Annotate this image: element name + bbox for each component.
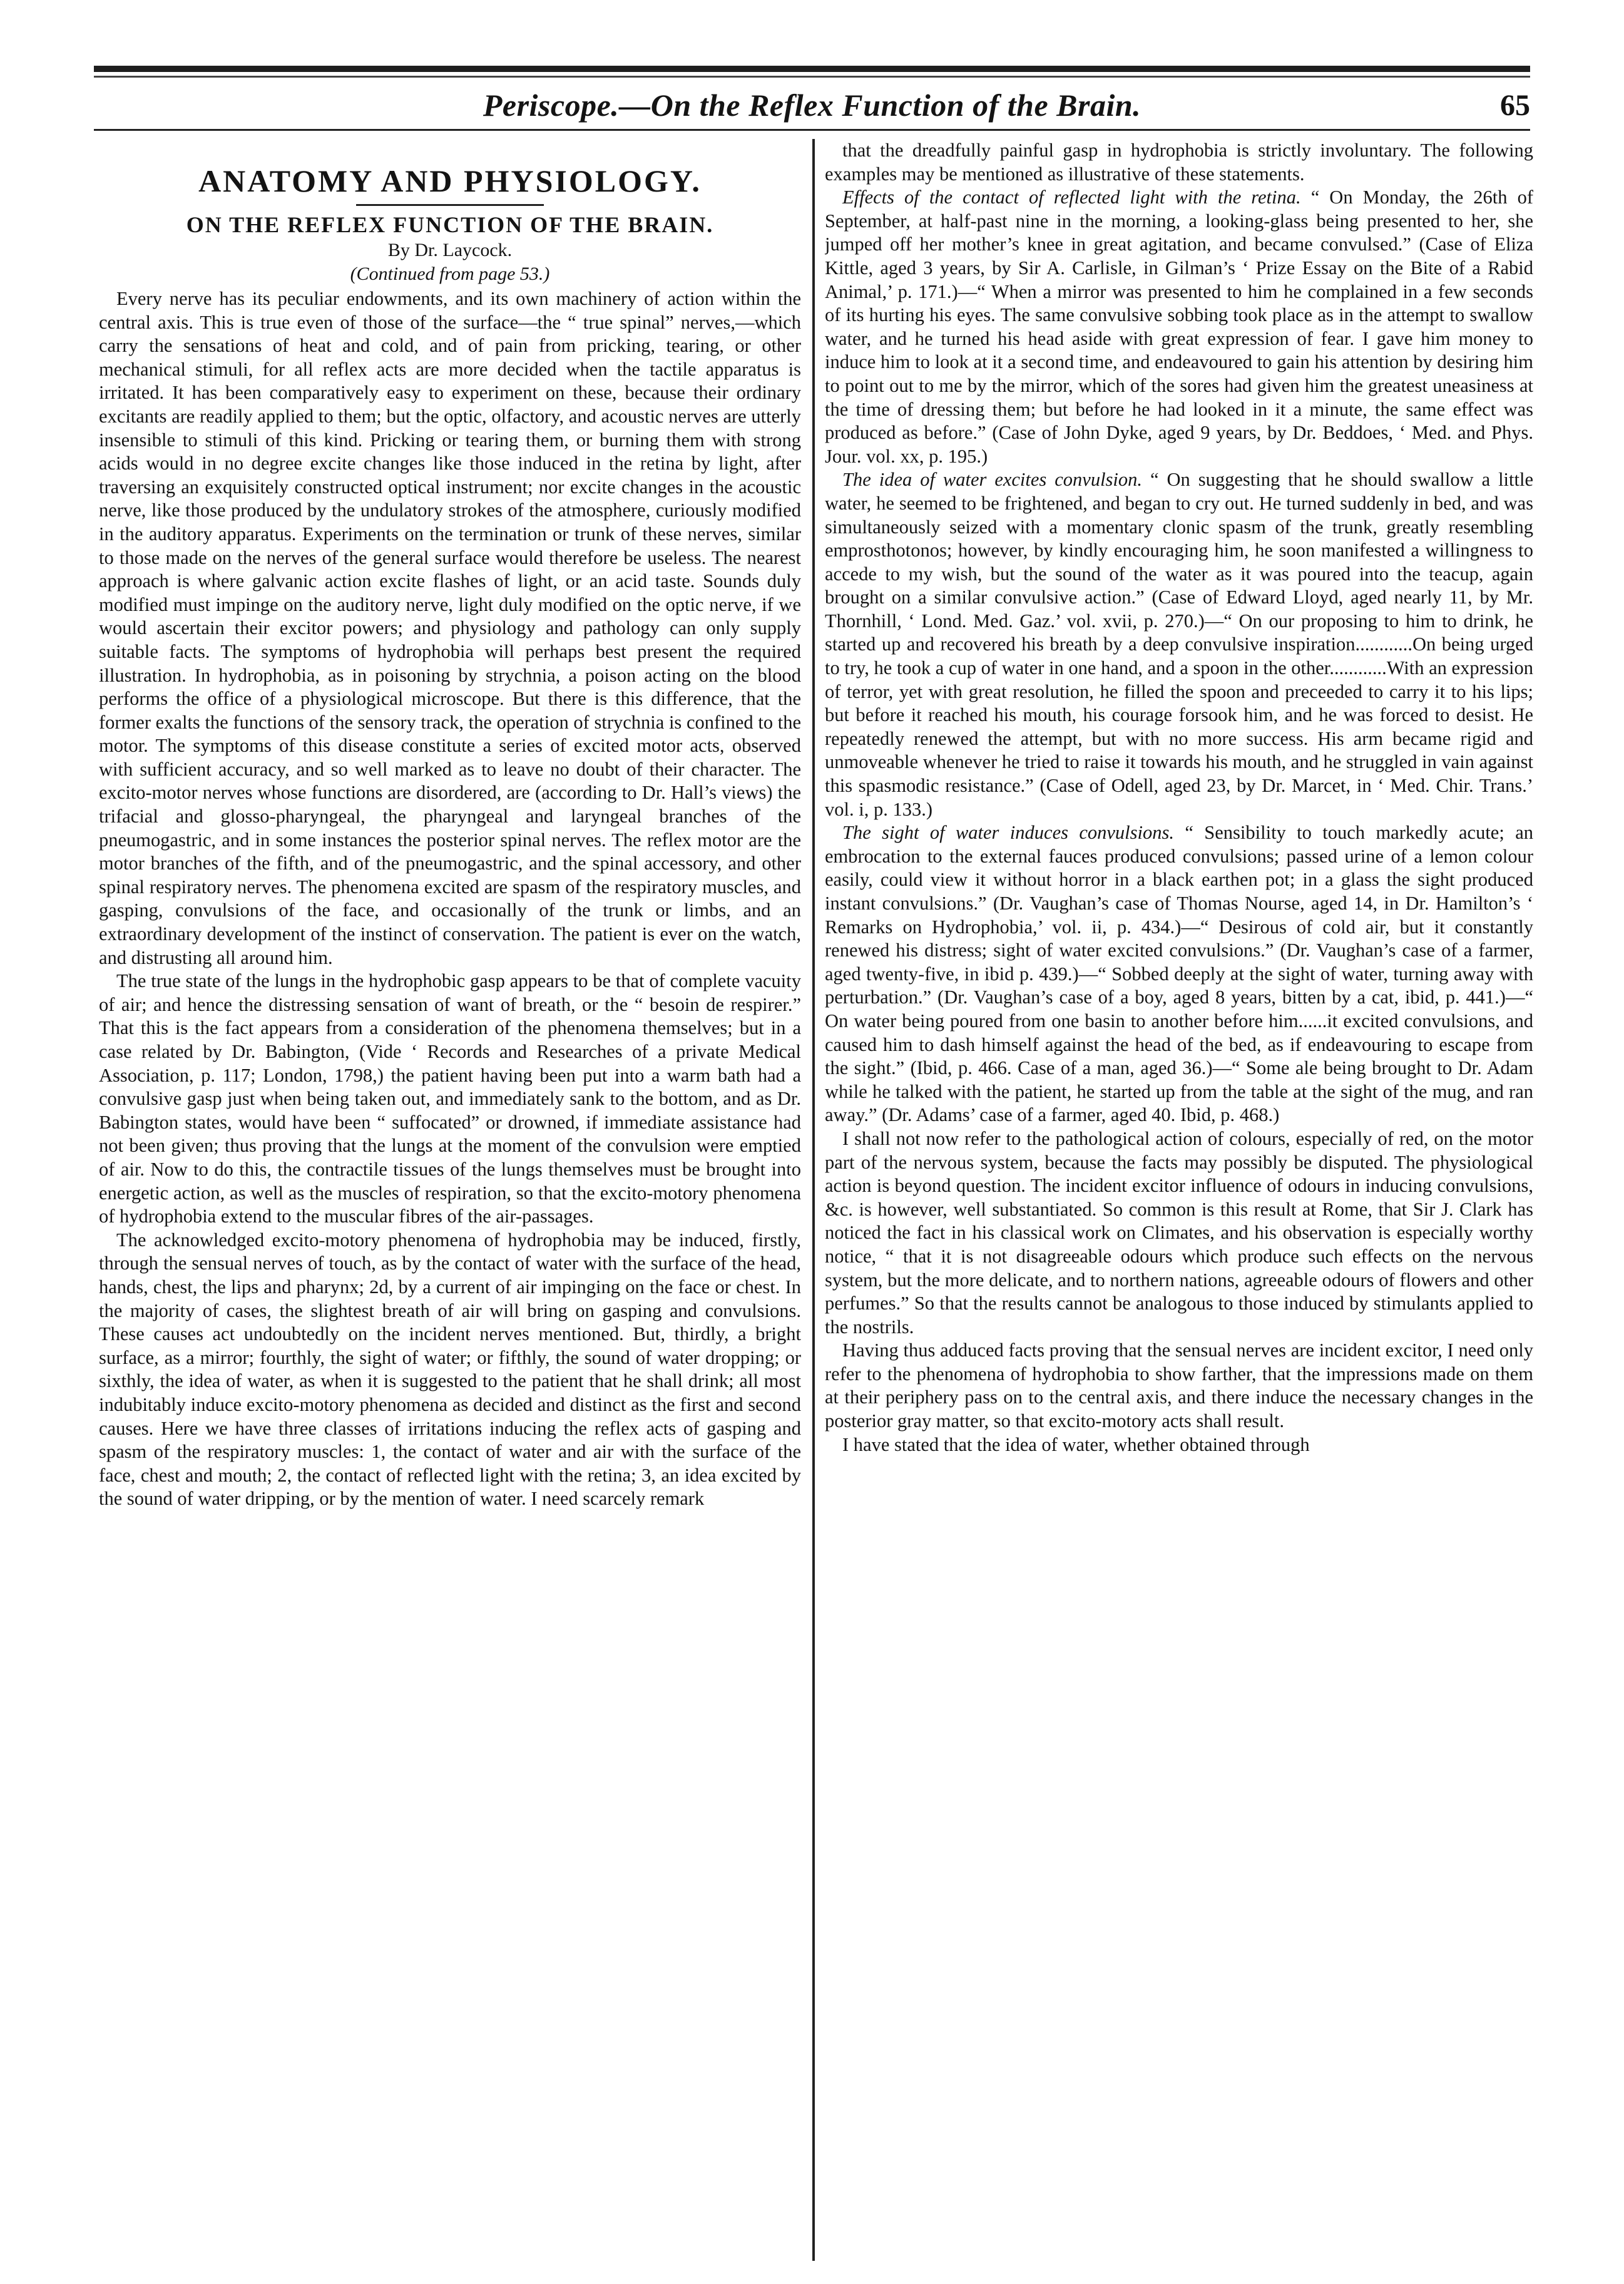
paragraph: Every nerve has its peculiar endowments, and its own machinery of action within the central axis. This is true even of those of the surface—the “ true spinal” nerves,—which carry the sensations of heat and cold, and of pain from pricking, tearing, or other mechanical stimuli, for all reflex acts are more decided when the tactile apparatus is irritated. It has been comparatively easy to experiment on these, because their ordinary excitants are readily applied to them; but the optic, olfactory, and acoustic nerves are utterly insensible to stimuli of this kind. Pricking or tearing them, or burning them with strong acids would in no degree excite changes like those induced in the retina by light, after traversing an exquisitely constructed optical instrument; nor excite changes in the acoustic nerve, like those produced by the undulatory strokes of the atmosphere, curiously modified in the auditory apparatus. Experiments on the termination or trunk of these nerves, similar to those made on the nerves of the general surface would therefore be useless. The nearest approach is where galvanic action excite flashes of light, or an acid taste. Sounds duly modified must impinge on the auditory nerve, light duly modified on the optic nerve, if we would ascertain their excitor powers; and physiology and pathology can only supply suitable facts. The symptoms of hydrophobia will perhaps best present the required illustration. In hydrophobia, as in poisoning by strychnia, a poison acting on the blood performs the office of a physiological microscope. But there is this difference, that the former exalts the functions of the sensory track, the operation of strychnia is confined to the motor. The symptoms of this disease constitute a series of excited motor acts, observed with sufficient accuracy, and so well marked as to leave no doubt of their character. The excito-motor nerves whose functions are disordered, are (according to Dr. Hall’s views) the trifacial and glosso-pharyngeal, the pharyngeal and laryngeal branches of the pneumogastric, and in some instances the posterior spinal nerves. The reflex motor are the motor branches of the fifth, and of the pneumogastric, and the spinal accessory, and other spinal respiratory nerves. The phenomena excited are spasm of the respiratory muscles, and gasping, convulsions of the face, and occasionally of the trunk or limbs, and an extraordinary development of the instinct of conservation. The patient is ever on the watch, and distrusting all around him. (99, 288, 801, 968)
top-rule (94, 66, 1530, 72)
paragraph-text: I shall not now refer to the pathological action of colours, especially of red, on the motor part of the nervous system, because the facts may possibly be disputed. The physiological action is beyond question. The incident excitor influence of odours in inducing convulsions, &c. is however, well substantiated. So common is this result at Rome, that Sir J. Clark has noticed the fact in his classical work on Climates, and his observation is especially worthy notice, “ that it is not disagreeable odours which produce such effects on the nervous system, but the more delicate, and to northern nations, agreeable odours of flowers and other perfumes.” So that the results cannot be analogous to those induced by stimulants applied to the nostrils. (825, 1127, 1533, 1338)
paragraph: The true state of the lungs in the hydrophobic gasp appears to be that of complete vacuity of air; and hence the distressing sensation of want of breath, or the “ besoin de respirer.” That this is the fact appears from a consideration of the phenomena themselves; but in a case related by Dr. Babington, (Vide ‘ Records and Researches of a private Medical Association, p. 117; London, 1798,) the patient having been put into a warm bath had a convulsive gasp just when being taken out, and immediately sank to the bottom, and as Dr. Babington states, would have been “ suffocated” or drowned, if immediate assistance had not been given; thus proving that the lungs at the moment of the convulsion were emptied of air. Now to do this, the contractile tissues of the lungs themselves must be brought into energetic action, as well as the muscles of respiration, so that the excito-motory phenomena of hydrophobia extend to the muscular fibres of the air-passages. (99, 970, 801, 1227)
paragraph (825, 1127, 1533, 1339)
paragraph (825, 1339, 1533, 1433)
title-rule (356, 204, 544, 206)
paragraph-lead: The idea of water excites convulsion. (842, 469, 1143, 491)
paragraph-text: “ On suggesting that he should swallow a little water, he seemed to be frightened, and began to cry out. He turned suddenly in bed, and was simultaneously seized with a momentary clonic spasm of the trunk, greatly resembling emprosthotonos; however, by kindly encouraging him, he soon manifested a willingness to accede to my wish, but the sound of the water as it was poured into the teacup, again brought on a similar convulsive action.” (Case of Edward Lloyd, aged nearly 11, by Mr. Thornhill, ‘ Lond. Med. Gaz.’ vol. xvii, p. 270.)—“ On our proposing to him to drink, he started up and recovered his breath by a deep convulsive inspiration............On being urged to try, he took a cup of water in one hand, and a spoon in the other............With an expression of terror, yet with great resolution, he filled the spoon and preceeded to carry it to his lips; but before it reached his mouth, his courage forsook him, and he was forced to desist. He repeatedly renewed the attempt, but with no more success. His arm became rigid and unmoveable whenever he tried to raise it towards his mouth, and he struggled in vain against this spasmodic resistance.” (Case of Odell, aged 23, by Dr. Marcet, in ‘ Med. Chir. Trans.’ vol. i, p. 133.) (825, 469, 1533, 820)
paragraph-lead: Effects of the contact of reflected light with the retina. (842, 187, 1301, 208)
paragraph (825, 468, 1533, 821)
paragraph (825, 186, 1533, 468)
header-rule (94, 129, 1530, 131)
paragraph-text: “ Sensibility to touch markedly acute; an embrocation to the external fauces produced convulsions; passed urine of a lemon colour easily, could view it without horror in a black earthen pot; in a glass the sight produced instant convulsions.” (Dr. Vaughan’s case of Thomas Nourse, aged 14, in Dr. Hamilton’s ‘ Remarks on Hydrophobia,’ vol. ii, p. 434.)—“ Desirous of cold air, but it constantly renewed his distress; sight of water excited convulsions.” (Dr. Vaughan’s case of a farmer, aged twenty-five, in ibid p. 439.)—“ Sobbed deeply at the sight of water, turning away with perturbation.” (Dr. Vaughan’s case of a boy, aged 8 years, bitten by a cat, ibid, p. 441.)—“ On water being poured from one basin to another before him......it excited convulsions, and caused him to dash himself against the head of the bed, as if endeavouring to escape from the sight.” (Ibid, p. 466. Case of a man, aged 36.)—“ Some ale being brought to Dr. Adam while he talked with the patient, he started up from the table at the sight of the mug, and ran away.” (Dr. Adams’ case of a farmer, aged 40. Ibid, p. 468.) (825, 822, 1533, 1126)
paragraph (825, 1433, 1533, 1457)
paragraph-lead: The sight of water induces convulsions. (842, 822, 1174, 844)
right-column (825, 139, 1533, 2264)
page-number: 65 (1500, 88, 1530, 122)
paragraph-text: “ On Monday, the 26th of September, at half-past nine in the morning, a looking-glass being presented to her, she jumped off her mother’s knee in great agitation, and became convulsed.” (Case of Eliza Kittle, aged 3 years, by Sir A. Carlisle, in Gilman’s ‘ Prize Essay on the Bite of a Rabid Animal,’ p. 171.)—“ When a mirror was presented to him he complained in a few seconds of its hurting his eyes. The same convulsive sobbing took place as in the attempt to swallow water, and he turned his head aside with great expression of fear. I gave him money to induce him to look at it a second time, and endeavoured to gain his attention by desiring him to point out to me by the mirror, which of the sores had given him the greatest uneasiness at the time of dressing them; but before he had looked in it a minute, the same effect was produced as before.” (Case of John Dyke, aged 9 years, by Dr. Beddoes, ‘ Med. and Phys. Jour. vol. xx, p. 195.) (825, 187, 1533, 467)
paragraph-text: I have stated that the idea of water, whether obtained through (842, 1433, 1310, 1455)
column-rule (812, 139, 815, 2261)
article-byline: By Dr. Laycock. (387, 240, 513, 260)
section-heading: ANATOMY AND PHYSIOLOGY. (198, 163, 702, 198)
paragraph: The acknowledged excito-motory phenomena of hydrophobia may be induced, firstly, through the sensual nerves of touch, as by the contact of water with the surface of the head, hands, chest, the lips and pharynx; 2d, by a current of air impinging on the face or chest. In the majority of cases, the slightest breath of air will bring on gasping and convulsions. These causes act undoubtedly on the incident nerves mentioned. But, thirdly, a bright surface, as a mirror; fourthly, the sight of water; or fifthly, the sound of water dropping; or sixthly, the idea of water, as when it is suggested to the patient that he shall drink; all most indubitably induce excito-motory phenomena as decided and distinct as the first and second causes. Here we have three classes of irritations inducing the reflex acts of gasping and spasm of the respiratory muscles: 1, the contact of water and air with the surface of the face, chest and mouth; 2, the contact of reflected light with the retina; 3, an idea excited by the sound of water dripping, or by the mention of water. I need scarcely remark (99, 1229, 801, 1510)
left-column (99, 139, 801, 2264)
continued-note: (Continued from page 53.) (350, 264, 550, 284)
paragraph (825, 139, 1533, 186)
paragraph-text: that the dreadfully painful gasp in hydrophobia is strictly involuntary. The following examples may be mentioned as illustrative of these statements. (825, 140, 1533, 185)
running-title: Periscope.—On the Reflex Function of the Brain. (483, 88, 1141, 123)
paragraph (825, 821, 1533, 1127)
article-title: ON THE REFLEX FUNCTION OF THE BRAIN. (186, 212, 714, 237)
paragraph-text: Having thus adduced facts proving that the sensual nerves are incident excitor, I need only refer to the phenomena of hydrophobia to show farther, that the impressions made on them at their periphery pass on to the central axis, and there induce the necessary changes in the posterior gray matter, so that excito-motory acts shall result. (825, 1339, 1533, 1432)
top-rule-thin (94, 76, 1530, 78)
